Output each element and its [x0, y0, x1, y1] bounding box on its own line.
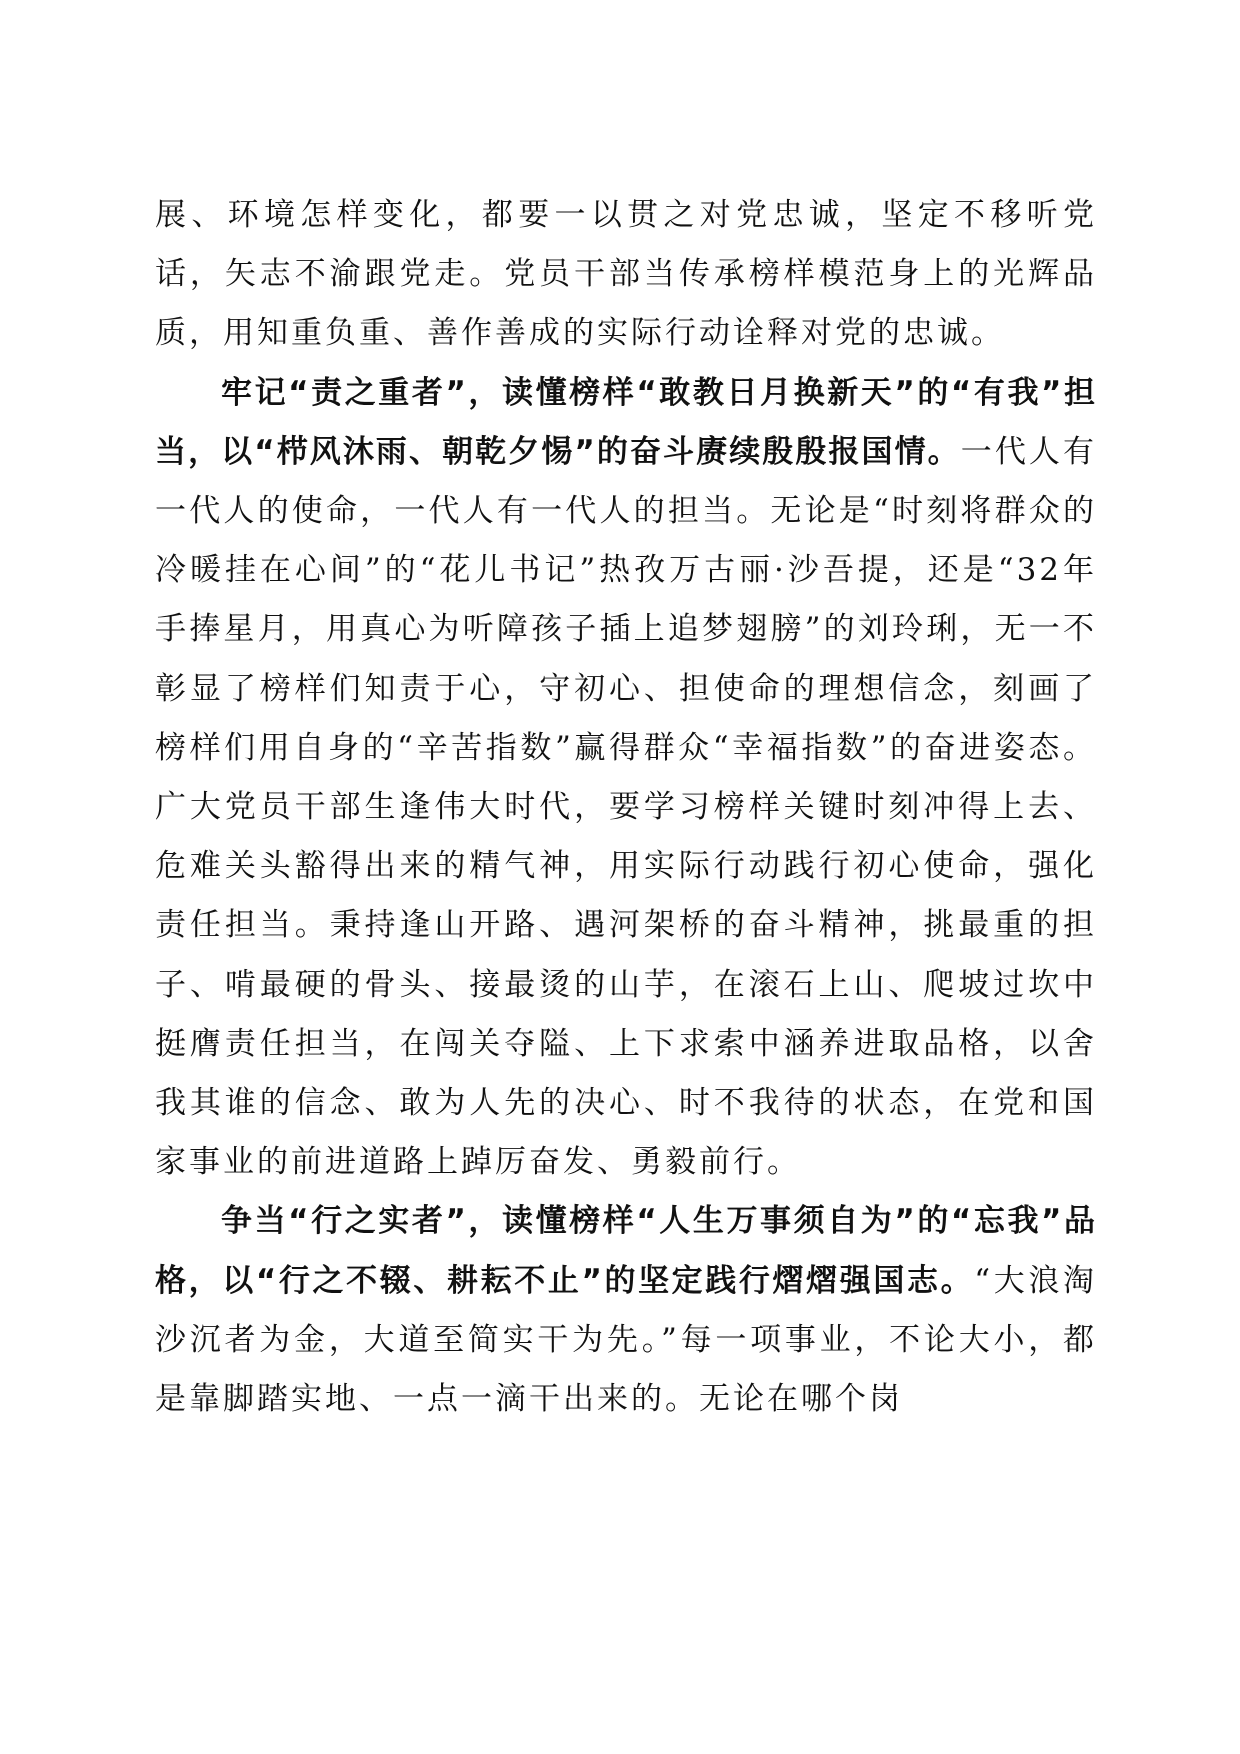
document-body — [155, 186, 1097, 1429]
paragraph-body: “大浪淘沙沉者为金，大道至简实干为先。”每一项事业，不论大小，都是靠脚踏实地、一点一滴干出来的。无论在哪个岗 — [155, 1262, 1097, 1418]
paragraph-continuation — [155, 186, 1097, 364]
paragraph-heading: 争当“行之实者”，读懂榜样“人生万事须自为”的“忘我”品格，以“行之不辍、耕耘不止”的坚定践行熠熠强国志。 — [155, 1203, 1097, 1299]
paragraph-action — [155, 1192, 1097, 1429]
paragraph-responsibility — [155, 364, 1097, 1193]
paragraph-heading: 牢记“责之重者”，读懂榜样“敢教日月换新天”的“有我”担当，以“栉风沐雨、朝乾夕惕”的奋斗赓续殷殷报国情。 — [155, 374, 1097, 470]
paragraph-body: 展、环境怎样变化，都要一以贯之对党忠诚，坚定不移听党话，矢志不渝跟党走。党员干部当传承榜样模范身上的光辉品质，用知重负重、善作善成的实际行动诠释对党的忠诚。 — [155, 197, 1097, 352]
paragraph-body: 一代人有一代人的使命，一代人有一代人的担当。无论是“时刻将群众的冷暖挂在心间”的“花儿书记”热孜万古丽·沙吾提，还是“32年手捧星月，用真心为听障孩子插上追梦翅膀”的刘玲琍，无一不彰显了榜样们知责于心，守初心、担使命的理想信念，刻画了榜样们用自身的“辛苦指数”赢得群众“幸福指数”的奋进姿态。广大党员干部生逢伟大时代，要学习榜样关键时刻冲得上去、危难关头豁得出来的精气神，用实际行动践行初心使命，强化责任担当。秉持逢山开路、遇河架桥的奋斗精神，挑最重的担子、啃最硬的骨头、接最烫的山芋，在滚石上山、爬坡过坎中挺膺责任担当，在闯关夺隘、上下求索中涵养进取品格，以舍我其谁的信念、敢为人先的决心、时不我待的状态，在党和国家事业的前进道路上踔厉奋发、勇毅前行。 — [155, 433, 1098, 1181]
